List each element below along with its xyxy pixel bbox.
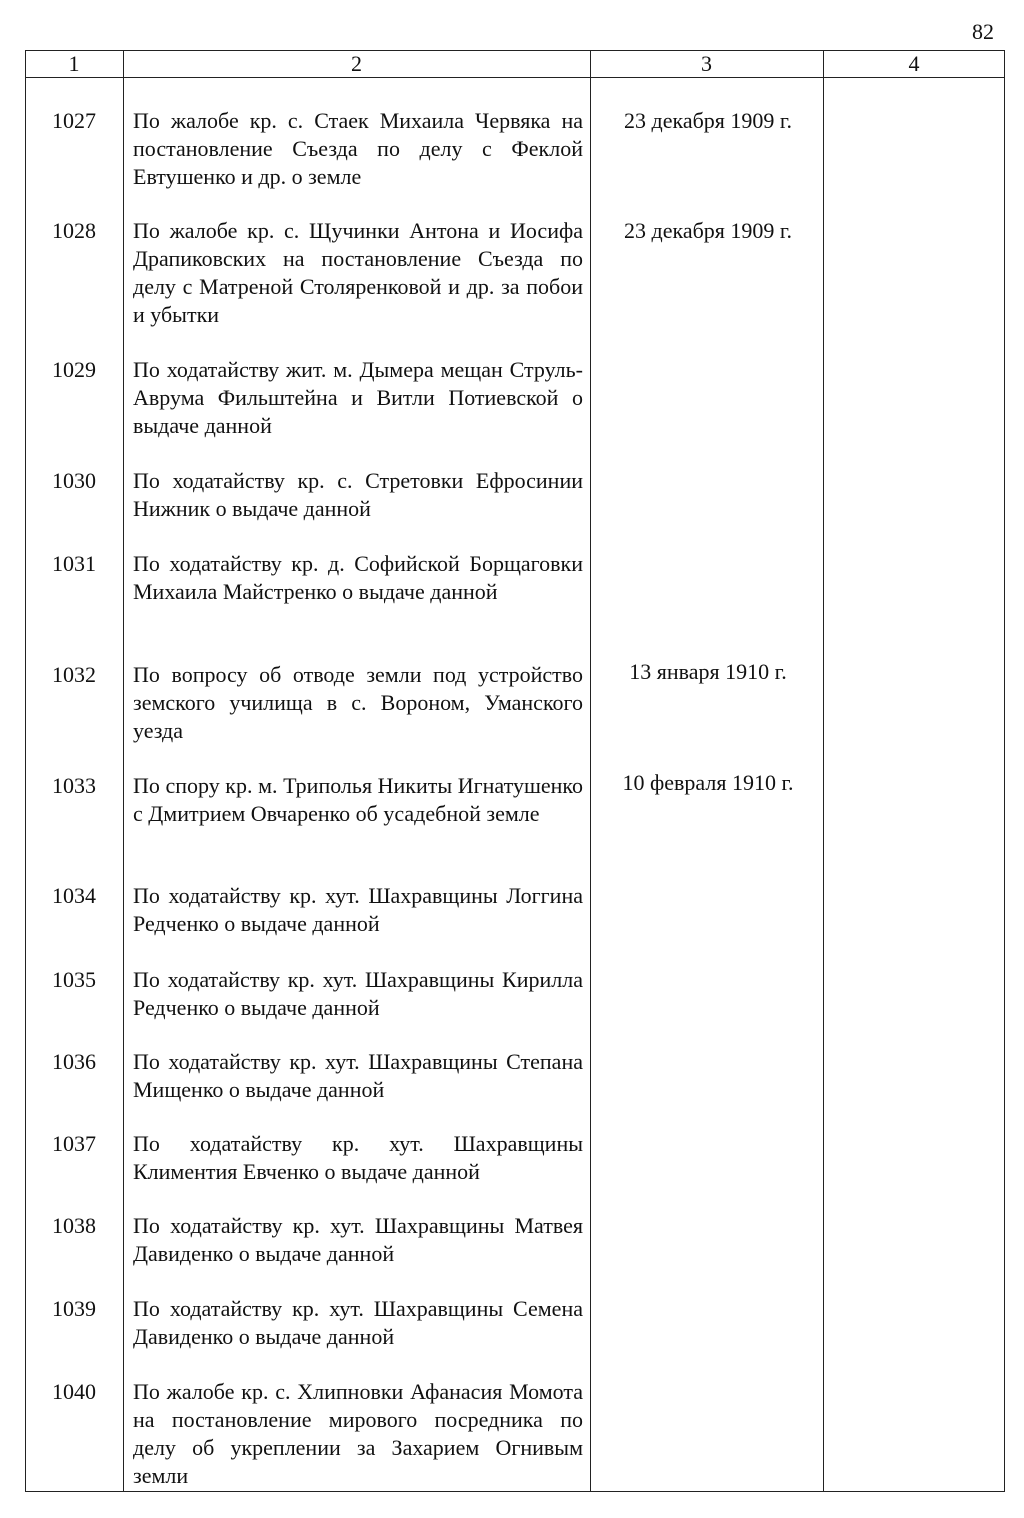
entry-number: 1039 bbox=[52, 1296, 96, 1321]
entry-description: По ходатайству кр. хут. Шахравщины Семена Давиденко о выдаче данной bbox=[133, 1296, 583, 1349]
entry-description: По ходатайству кр. хут. Шахравщины Логгина Редченко о выдаче данной bbox=[133, 883, 583, 936]
entry-description: По жалобе кр. с. Хлипновки Афанасия Момота на постановление мирового посредника по делу об укреплении за Захарием Огнивым земли bbox=[133, 1379, 583, 1488]
page-number: 82 bbox=[972, 19, 994, 44]
entry-number: 1034 bbox=[52, 883, 96, 908]
entry-number: 1035 bbox=[52, 967, 96, 992]
entry-description: По ходатайству кр. с. Стретовки Ефросинии Нижник о выдаче данной bbox=[133, 468, 583, 521]
entry-number: 1033 bbox=[52, 773, 96, 798]
entry-description: По ходатайству кр. д. Софийской Борщаговки Михаила Майстренко о выдаче данной bbox=[133, 551, 583, 604]
entry-number: 1040 bbox=[52, 1379, 96, 1404]
entry-description: По ходатайству кр. хут. Шахравщины Кирилла Редченко о выдаче данной bbox=[133, 967, 583, 1020]
header-divider bbox=[25, 77, 1005, 78]
entry-description: По ходатайству кр. хут. Шахравщины Степана Мищенко о выдаче данной bbox=[133, 1049, 583, 1102]
entry-number: 1032 bbox=[52, 662, 96, 687]
entry-date: 10 февраля 1910 г. bbox=[622, 770, 794, 795]
entry-description: По ходатайству кр. хут. Шахравщины Климентия Евченко о выдаче данной bbox=[133, 1131, 583, 1184]
column-header-2: 2 bbox=[351, 51, 362, 76]
entry-description: По вопросу об отводе земли под устройство земского училища в с. Вороном, Уманского уезда bbox=[133, 662, 583, 743]
column-divider bbox=[823, 50, 824, 1492]
column-header-4: 4 bbox=[908, 51, 920, 76]
column-divider bbox=[590, 50, 591, 1492]
column-header-1: 1 bbox=[68, 51, 80, 76]
entry-number: 1036 bbox=[52, 1049, 96, 1074]
entry-description: По жалобе кр. с. Щучинки Антона и Иосифа Драпиковских на постановление Съезда по делу с Матреной Столяренковой и др. за побои и убытки bbox=[133, 218, 583, 327]
column-header-3: 3 bbox=[701, 51, 712, 76]
entry-description: По ходатайству кр. хут. Шахравщины Матвея Давиденко о выдаче данной bbox=[133, 1213, 583, 1266]
entry-number: 1031 bbox=[52, 551, 96, 576]
entry-date: 23 декабря 1909 г. bbox=[624, 218, 792, 243]
entry-description: По жалобе кр. с. Стаек Михаила Червяка на постановление Съезда по делу с Феклой Евтушенко и др. о земле bbox=[133, 108, 583, 189]
entry-description: По спору кр. м. Триполья Никиты Игнатушенко с Дмитрием Овчаренко об усадебной земле bbox=[133, 773, 583, 826]
entry-number: 1038 bbox=[52, 1213, 96, 1238]
entry-date: 13 января 1910 г. bbox=[629, 659, 787, 684]
entry-number: 1027 bbox=[52, 108, 96, 133]
entry-number: 1029 bbox=[52, 357, 96, 382]
entry-description: По ходатайству жит. м. Дымера мещан Струль-Аврума Фильштейна и Витли Потиевской о выдаче данной bbox=[133, 357, 583, 438]
entry-number: 1028 bbox=[52, 218, 96, 243]
entry-number: 1030 bbox=[52, 468, 96, 493]
entry-number: 1037 bbox=[52, 1131, 96, 1156]
column-divider bbox=[123, 50, 124, 1492]
entry-date: 23 декабря 1909 г. bbox=[624, 108, 792, 133]
